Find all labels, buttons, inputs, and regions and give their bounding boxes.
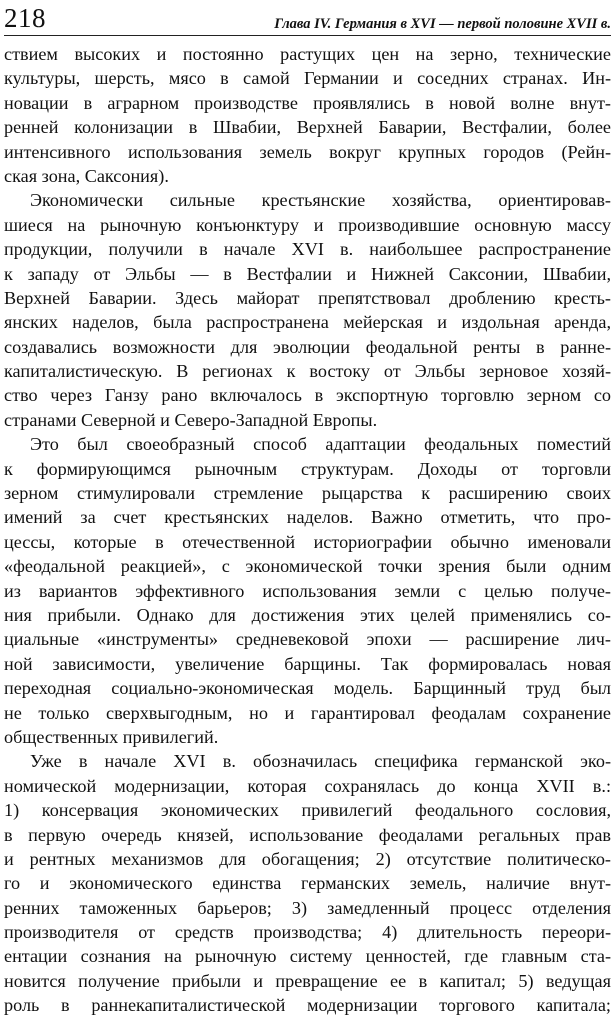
text-line: не только сверхвыгодным, но и гарантировал феодалам сохранение xyxy=(4,702,611,723)
text-line: ренней колонизации в Швабии, Верхней Баварии, Вестфалии, более xyxy=(4,117,611,138)
text-line: и рентных механизмов для обогащения; 2) отсутствие политическо- xyxy=(4,848,611,869)
text-line: капиталистическую. В регионах к востоку от Эльбы зерновое хозяй- xyxy=(4,361,611,382)
text-line: производителя от средств производства; 4) длительность переори- xyxy=(4,922,611,943)
text-line: шиеся на рыночную конъюнктуру и производившие основную массу xyxy=(4,214,611,235)
text-line: цессы, которые в отечественной историографии обычно именовали xyxy=(4,531,611,552)
text-line: ренних таможенных барьеров; 3) замедленный процесс отделения xyxy=(4,897,611,918)
text-line: создавались возможности для эволюции феодальной ренты в ранне- xyxy=(4,336,611,357)
text-line: го и экономического единства германских земель, наличие внут- xyxy=(4,873,611,894)
text-line: имений за счет крестьянских наделов. Важно отметить, что про- xyxy=(4,507,611,528)
text-line: Верхней Баварии. Здесь майорат препятствовал дроблению кресть- xyxy=(4,287,611,308)
page-number: 218 xyxy=(4,3,46,33)
text-line: новится получение прибыли и превращение ее в капитал; 5) ведущая xyxy=(4,970,611,991)
text-line: номической модернизации, которая сохранялась до конца XVII в.: xyxy=(4,775,611,796)
text-line: новации в аграрном производстве проявлялись в новой волне внут- xyxy=(4,92,611,113)
text-line: интенсивного использования земель вокруг крупных городов (Рейн- xyxy=(4,141,611,162)
text-line: Экономически сильные крестьянские хозяйства, ориентировав- xyxy=(30,190,611,211)
text-line: ентации сознания на рыночную систему ценностей, где главным ста- xyxy=(4,946,611,967)
text-line: Уже в начале XVI в. обозначилась специфика германской эко- xyxy=(30,751,611,772)
text-line: Это был своеобразный способ адаптации феодальных поместий xyxy=(30,434,611,455)
text-line: 1) консервация экономических привилегий феодального сословия, xyxy=(4,800,611,821)
text-line: ния прибыли. Однако для достижения этих целей применялись со- xyxy=(4,604,611,625)
chapter-title: Глава IV. Германия в XVI — первой половине XVII в. xyxy=(274,16,611,32)
text-line: роль в раннекапиталистической модернизации торгового капитала; xyxy=(4,995,611,1016)
text-line: странами Северной и Северо-Западной Европы. xyxy=(4,409,378,430)
text-line: циальные «инструменты» средневековой эпохи — расширение лич- xyxy=(4,629,611,650)
text-line: культуры, шерсть, мясо в самой Германии и соседних странах. Ин- xyxy=(4,68,611,89)
text-line: к формирующимся рыночным структурам. Доходы от торговли xyxy=(4,458,611,479)
text-line: ство через Ганзу рано включалось в экспортную торговлю зерном со xyxy=(4,385,611,406)
text-line: ская зона, Саксония). xyxy=(4,165,169,186)
text-line: в первую очередь князей, использование феодалами регальных прав xyxy=(4,824,611,845)
text-line: ствием высоких и постоянно растущих цен на зерно, технические xyxy=(4,44,611,64)
text-line: ной зависимости, увеличение барщины. Так формировалась новая xyxy=(4,653,611,674)
text-line: «феодальной реакцией», с экономической точки зрения были одним xyxy=(4,556,611,577)
text-line: продукции, получили в начале XVI в. наибольшее распространение xyxy=(4,239,611,260)
text-line: зерном стимулировали стремление рыцарства к расширению своих xyxy=(4,483,611,504)
text-line: общественных привилегий. xyxy=(4,726,219,747)
body-text xyxy=(4,42,611,1018)
text-line: переходная социально-экономическая модель. Барщинный труд был xyxy=(4,678,611,699)
text-line: из вариантов эффективного использования земли с целью получе- xyxy=(4,580,611,601)
text-line: янских наделов, была распространена мейерская и издольная аренда, xyxy=(4,312,611,333)
running-head xyxy=(4,2,611,36)
text-line: к западу от Эльбы — в Вестфалии и Нижней Саксонии, Швабии, xyxy=(4,263,611,284)
